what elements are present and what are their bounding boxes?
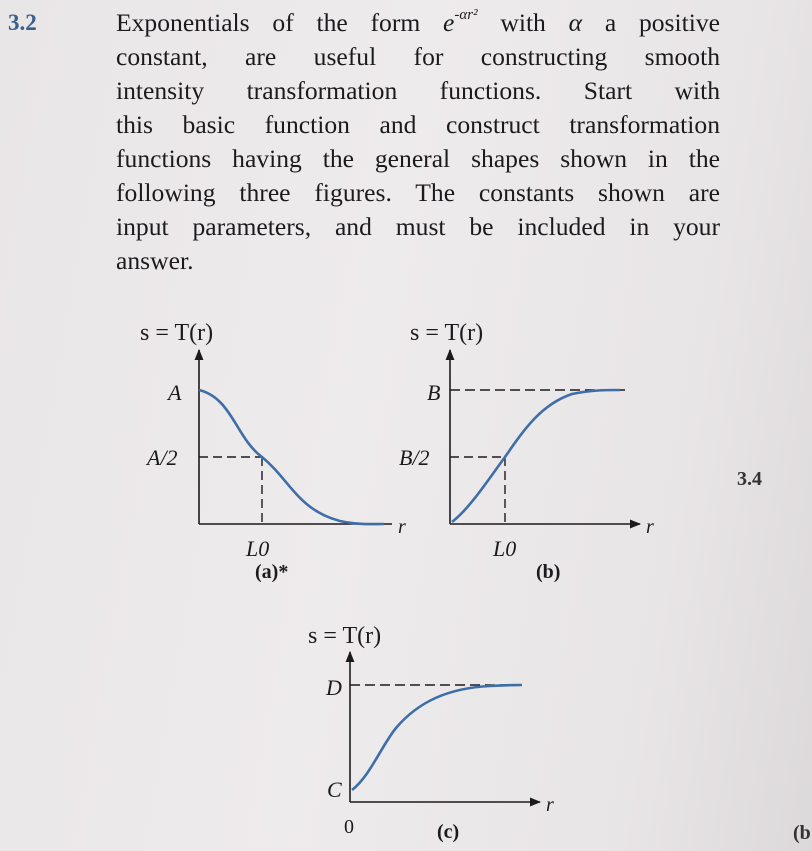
figure-a-mid-label: A/2 [147,445,178,470]
figure-a-l0-label: L0 [246,536,270,561]
problem-line-7: input parameters, and must be included in your [116,212,720,241]
math-alpha: α [568,8,583,37]
text-segment: Exponentials of the form [116,8,444,37]
figure-c-axis-label: r [546,794,554,816]
problem-line-3: intensity transformation functions. Start with [116,76,720,105]
figure-b-panel-label: (b) [536,561,561,583]
figure-a-curve [199,390,384,524]
text-segment: with [477,8,569,37]
figure-a-ylabel: s = T(r) [140,320,214,346]
problem-line-8: answer. [116,246,194,275]
figure-c-bottom-label: C [327,777,342,802]
figure-b-ylabel: s = T(r) [410,320,484,346]
figure-a-top-label: A [168,380,182,405]
figure-b-axis-label: r [646,516,654,538]
figure-b-mid-label: B/2 [399,445,430,470]
figure-b [399,320,654,583]
figure-a [140,320,406,583]
figure-c-curve [352,685,522,790]
figure-c-origin-label: 0 [344,816,354,838]
figure-b-top-label: B [427,380,441,405]
figure-c-top-label: D [326,675,342,700]
math-e: e [443,8,455,37]
problem-line-5: functions having the general shapes shown in the [116,144,720,173]
text-segment: a positive [582,8,720,37]
figure-a-panel-label: (a)* [255,561,289,583]
margin-fragment: (b [793,822,811,844]
problem-line-4: this basic function and construct transformation [116,110,720,139]
figure-a-axis-label: r [398,516,406,538]
margin-problem-number: 3.4 [737,468,762,490]
figure-c-ylabel: s = T(r) [308,623,382,649]
figure-c-panel-label: (c) [437,821,460,843]
figure-c [308,623,554,843]
problem-line-2: constant, are useful for constructing smooth [116,42,720,71]
figure-b-curve [452,390,620,522]
figure-b-l0-label: L0 [493,536,517,561]
problem-line-6: following three figures. The constants shown are [116,178,720,207]
problem-number: 3.2 [8,10,37,35]
math-exponent: -αr² [454,7,478,23]
